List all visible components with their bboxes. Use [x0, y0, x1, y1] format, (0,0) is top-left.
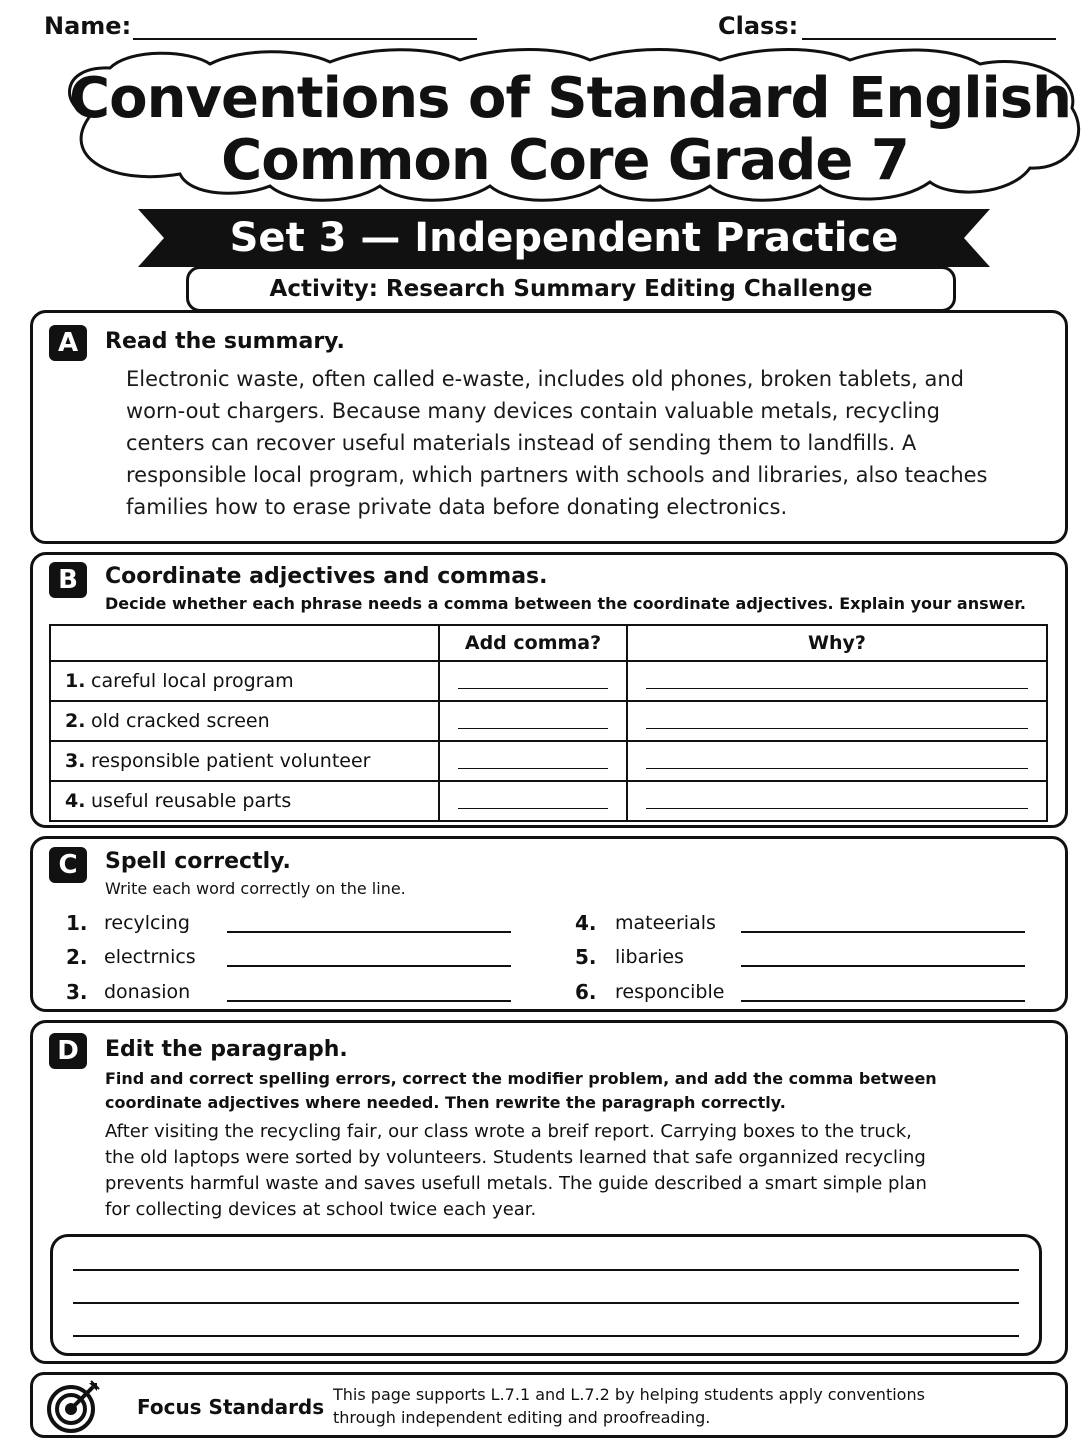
class-field[interactable] — [802, 38, 1056, 40]
summary-line: worn-out chargers. Because many devices contain valuable metals, recycling — [126, 399, 940, 423]
column-header — [50, 625, 439, 661]
edit-paragraph — [105, 1119, 927, 1223]
table-row — [50, 741, 1047, 781]
answer-line[interactable] — [741, 965, 1025, 967]
summary-line: centers can recover useful materials instead of sending them to landfills. A — [126, 431, 917, 455]
activity-label: Activity: Research Summary Editing Challenge — [186, 266, 956, 312]
footer-title: Focus Standards — [137, 1395, 325, 1419]
row-number: 2. — [65, 710, 86, 732]
answer-line[interactable] — [227, 931, 511, 933]
writing-line[interactable] — [73, 1269, 1019, 1271]
focus-standards-footer — [30, 1372, 1068, 1438]
why-answer[interactable] — [627, 661, 1047, 701]
word-number: 4. — [575, 911, 597, 935]
word-number: 6. — [575, 980, 597, 1004]
name-label: Name: — [44, 12, 132, 40]
answer-line[interactable] — [741, 1000, 1025, 1002]
footer-line: This page supports L.7.1 and L.7.2 by helping students apply conventions — [333, 1385, 925, 1404]
table-row — [50, 661, 1047, 701]
comma-answer[interactable] — [439, 661, 627, 701]
section-instructions: coordinate adjectives where needed. Then rewrite the paragraph correctly. — [105, 1093, 786, 1112]
section-title: Read the summary. — [105, 329, 345, 354]
section-c — [30, 836, 1068, 1012]
section-badge: A — [49, 325, 87, 361]
title-line-2: Common Core Grade 7 — [221, 128, 909, 193]
target-icon — [45, 1379, 101, 1435]
section-title: Edit the paragraph. — [105, 1037, 348, 1062]
comma-answer[interactable] — [439, 701, 627, 741]
section-d — [30, 1020, 1068, 1364]
answer-line[interactable] — [227, 965, 511, 967]
summary-line: responsible local program, which partners with schools and libraries, also teaches — [126, 463, 988, 487]
paragraph-line: prevents harmful waste and saves usefull metals. The guide described a smart simple plan — [105, 1173, 927, 1194]
phrase: old cracked screen — [91, 710, 270, 732]
name-field[interactable] — [133, 38, 477, 40]
rewrite-box[interactable] — [50, 1234, 1042, 1356]
section-instructions: Find and correct spelling errors, correct the modifier problem, and add the comma between — [105, 1069, 937, 1088]
row-number: 3. — [65, 750, 86, 772]
word-number: 5. — [575, 945, 597, 969]
why-answer[interactable] — [627, 741, 1047, 781]
why-answer[interactable] — [627, 781, 1047, 821]
phrase: careful local program — [91, 670, 294, 692]
section-title: Spell correctly. — [105, 849, 291, 874]
footer-line: through independent editing and proofreading. — [333, 1408, 711, 1427]
paragraph-line: the old laptops were sorted by volunteers. Students learned that safe organnized recycling — [105, 1147, 926, 1168]
word-number: 1. — [66, 911, 88, 935]
writing-line[interactable] — [73, 1302, 1019, 1304]
why-answer[interactable] — [627, 701, 1047, 741]
word-number: 2. — [66, 945, 88, 969]
paragraph-line: for collecting devices at school twice each year. — [105, 1199, 537, 1220]
phrase: useful reusable parts — [91, 790, 292, 812]
answer-line[interactable] — [741, 931, 1025, 933]
misspelled-word: libaries — [615, 946, 684, 968]
writing-line[interactable] — [73, 1335, 1019, 1337]
column-header: Add comma? — [439, 625, 627, 661]
summary-line: families how to erase private data before donating electronics. — [126, 495, 788, 519]
table-header-row — [50, 625, 1047, 661]
misspelled-word: mateerials — [615, 912, 716, 934]
section-badge: D — [49, 1033, 87, 1069]
phrase-cell — [50, 741, 439, 781]
comma-answer[interactable] — [439, 741, 627, 781]
class-label: Class: — [718, 12, 799, 40]
misspelled-word: donasion — [104, 981, 191, 1003]
adjective-table — [49, 624, 1048, 822]
title-line-1: Conventions of Standard English — [69, 66, 1071, 131]
phrase-cell — [50, 781, 439, 821]
misspelled-word: responcible — [615, 981, 725, 1003]
summary-text — [126, 363, 1006, 523]
comma-answer[interactable] — [439, 781, 627, 821]
banner-title: Set 3 — Independent Practice — [229, 215, 899, 261]
section-badge: C — [49, 847, 87, 883]
table-row — [50, 701, 1047, 741]
word-number: 3. — [66, 980, 88, 1004]
table-row — [50, 781, 1047, 821]
section-b — [30, 552, 1068, 828]
misspelled-word: recylcing — [104, 912, 190, 934]
section-badge: B — [49, 562, 87, 598]
section-a — [30, 310, 1068, 544]
row-number: 4. — [65, 790, 86, 812]
phrase-cell — [50, 701, 439, 741]
row-number: 1. — [65, 670, 86, 692]
section-title: Coordinate adjectives and commas. — [105, 564, 548, 589]
phrase-cell — [50, 661, 439, 701]
phrase: responsible patient volunteer — [91, 750, 371, 772]
summary-line: Electronic waste, often called e-waste, includes old phones, broken tablets, and — [126, 367, 964, 391]
column-header: Why? — [627, 625, 1047, 661]
answer-line[interactable] — [227, 1000, 511, 1002]
misspelled-word: electrnics — [104, 946, 196, 968]
section-instructions: Write each word correctly on the line. — [105, 879, 406, 898]
footer-text — [333, 1383, 953, 1429]
section-instructions: Decide whether each phrase needs a comma between the coordinate adjectives. Explain your answer. — [105, 594, 1026, 613]
paragraph-line: After visiting the recycling fair, our class wrote a breif report. Carrying boxes to the truck, — [105, 1121, 912, 1142]
